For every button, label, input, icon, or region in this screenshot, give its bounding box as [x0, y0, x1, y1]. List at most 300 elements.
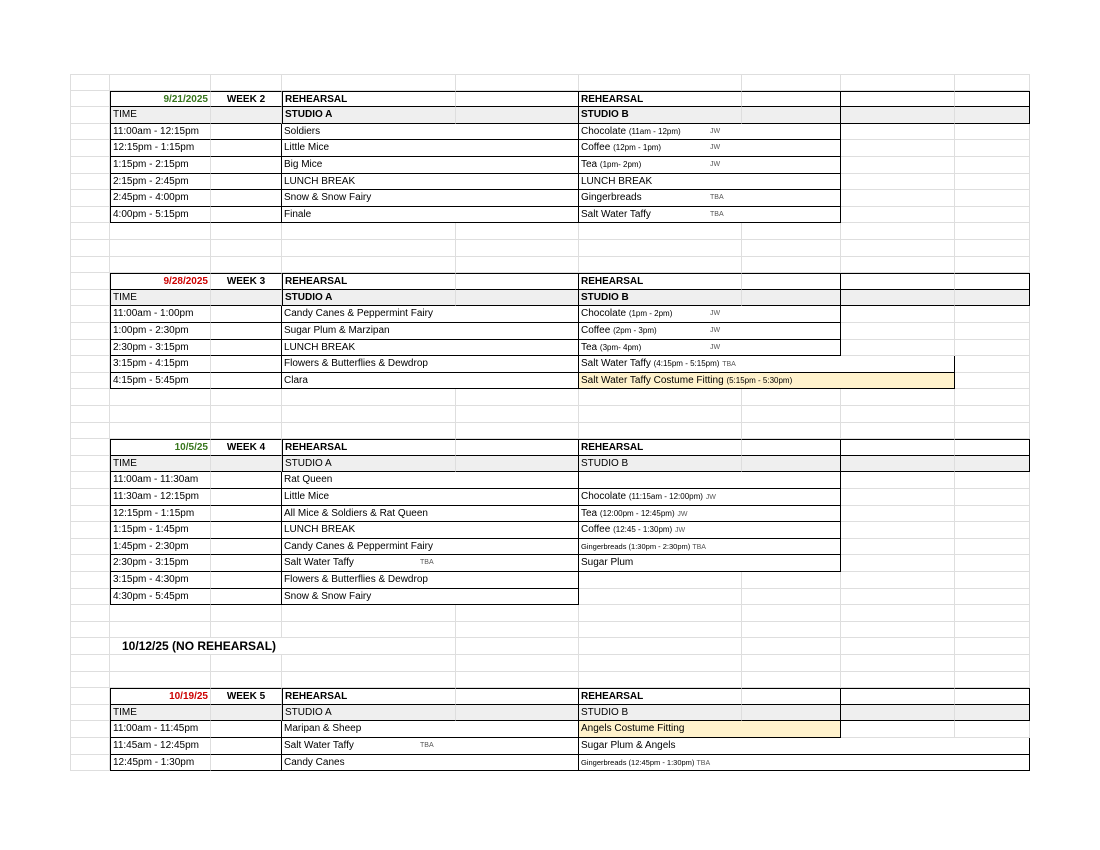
empty-cell[interactable] — [282, 605, 456, 622]
empty-cell[interactable] — [579, 605, 742, 622]
empty-cell[interactable] — [70, 672, 110, 689]
empty-cell[interactable] — [955, 190, 1030, 207]
empty-cell[interactable] — [742, 572, 841, 589]
time-slot[interactable]: 2:15pm - 2:45pm — [110, 174, 211, 191]
empty-cell[interactable] — [70, 589, 110, 606]
empty-cell[interactable] — [841, 489, 955, 506]
empty-cell[interactable] — [282, 240, 456, 257]
studio-a-group[interactable] — [282, 140, 579, 157]
studio-b-group[interactable] — [579, 356, 955, 373]
empty-cell[interactable] — [456, 638, 579, 655]
empty-cell[interactable] — [955, 174, 1030, 191]
week-date[interactable]: 10/19/25 — [110, 688, 211, 705]
empty-cell[interactable] — [841, 140, 955, 157]
empty-cell[interactable] — [841, 705, 955, 722]
empty-cell[interactable] — [70, 522, 110, 539]
empty-cell[interactable] — [211, 605, 282, 622]
studio-a-group[interactable] — [282, 539, 579, 556]
empty-cell[interactable] — [955, 688, 1030, 705]
empty-cell[interactable] — [841, 223, 955, 240]
empty-cell[interactable] — [70, 207, 110, 224]
empty-cell[interactable] — [456, 622, 579, 639]
empty-cell[interactable] — [579, 406, 742, 423]
time-header[interactable]: TIME — [110, 456, 211, 473]
empty-cell[interactable] — [110, 240, 211, 257]
studio-a-group[interactable] — [282, 190, 579, 207]
time-slot[interactable]: 12:15pm - 1:15pm — [110, 140, 211, 157]
studio-a-rehearsal-heading[interactable]: REHEARSAL — [282, 273, 456, 290]
time-slot[interactable]: 4:30pm - 5:45pm — [110, 589, 211, 606]
empty-cell[interactable] — [211, 589, 282, 606]
studio-b-header[interactable]: STUDIO B — [579, 456, 742, 473]
studio-b-group[interactable] — [579, 506, 841, 523]
studio-b-group[interactable] — [579, 738, 1030, 755]
empty-cell[interactable] — [955, 273, 1030, 290]
empty-cell[interactable] — [841, 91, 955, 108]
studio-a-header[interactable]: STUDIO A — [282, 705, 456, 722]
empty-cell[interactable] — [742, 107, 841, 124]
studio-a-group[interactable] — [282, 738, 579, 755]
week-date[interactable]: 10/5/25 — [110, 439, 211, 456]
empty-cell[interactable] — [211, 356, 282, 373]
empty-cell[interactable] — [456, 439, 579, 456]
studio-a-group[interactable] — [282, 572, 579, 589]
week-date[interactable]: 9/28/2025 — [110, 273, 211, 290]
studio-b-group[interactable] — [579, 721, 841, 738]
time-slot[interactable]: 1:00pm - 2:30pm — [110, 323, 211, 340]
empty-cell[interactable] — [70, 456, 110, 473]
empty-cell[interactable] — [282, 257, 456, 274]
empty-cell[interactable] — [841, 589, 955, 606]
studio-b-group[interactable] — [579, 340, 841, 357]
empty-cell[interactable] — [955, 506, 1030, 523]
empty-cell[interactable] — [456, 456, 579, 473]
time-slot[interactable]: 2:45pm - 4:00pm — [110, 190, 211, 207]
empty-cell[interactable] — [841, 240, 955, 257]
empty-cell[interactable] — [456, 107, 579, 124]
empty-cell[interactable] — [211, 755, 282, 772]
studio-b-group[interactable] — [579, 522, 841, 539]
empty-cell[interactable] — [70, 506, 110, 523]
time-slot[interactable]: 1:45pm - 2:30pm — [110, 539, 211, 556]
time-slot[interactable]: 11:45am - 12:45pm — [110, 738, 211, 755]
week-label[interactable]: WEEK 3 — [211, 273, 282, 290]
studio-a-group[interactable] — [282, 356, 579, 373]
empty-cell[interactable] — [841, 688, 955, 705]
time-slot[interactable]: 11:00am - 12:15pm — [110, 124, 211, 141]
studio-a-group[interactable] — [282, 157, 579, 174]
empty-cell[interactable] — [955, 406, 1030, 423]
empty-cell[interactable] — [955, 672, 1030, 689]
empty-cell[interactable] — [456, 240, 579, 257]
empty-cell[interactable] — [211, 622, 282, 639]
empty-cell[interactable] — [841, 456, 955, 473]
empty-cell[interactable] — [955, 323, 1030, 340]
empty-cell[interactable] — [110, 622, 211, 639]
empty-cell[interactable] — [841, 290, 955, 307]
empty-cell[interactable] — [841, 638, 955, 655]
empty-cell[interactable] — [742, 91, 841, 108]
empty-cell[interactable] — [841, 672, 955, 689]
empty-cell[interactable] — [742, 589, 841, 606]
empty-cell[interactable] — [211, 738, 282, 755]
studio-a-header[interactable]: STUDIO A — [282, 107, 456, 124]
empty-cell[interactable] — [841, 439, 955, 456]
empty-cell[interactable] — [579, 240, 742, 257]
time-slot[interactable]: 1:15pm - 2:15pm — [110, 157, 211, 174]
empty-cell[interactable] — [579, 622, 742, 639]
empty-cell[interactable] — [70, 107, 110, 124]
time-slot[interactable]: 11:00am - 1:00pm — [110, 306, 211, 323]
empty-cell[interactable] — [579, 589, 742, 606]
week-label[interactable]: WEEK 2 — [211, 91, 282, 108]
empty-cell[interactable] — [955, 207, 1030, 224]
empty-cell[interactable] — [841, 273, 955, 290]
studio-b-group[interactable] — [579, 373, 955, 390]
empty-cell[interactable] — [955, 290, 1030, 307]
empty-cell[interactable] — [955, 589, 1030, 606]
studio-b-group[interactable] — [579, 555, 841, 572]
time-slot[interactable]: 2:30pm - 3:15pm — [110, 340, 211, 357]
empty-cell[interactable] — [456, 423, 579, 440]
studio-a-rehearsal-heading[interactable]: REHEARSAL — [282, 688, 456, 705]
empty-cell[interactable] — [70, 190, 110, 207]
empty-cell[interactable] — [211, 373, 282, 390]
empty-cell[interactable] — [955, 539, 1030, 556]
empty-cell[interactable] — [742, 290, 841, 307]
empty-cell[interactable] — [955, 456, 1030, 473]
studio-b-group[interactable] — [579, 190, 841, 207]
empty-cell[interactable] — [841, 257, 955, 274]
empty-cell[interactable] — [579, 638, 742, 655]
studio-a-group[interactable] — [282, 472, 579, 489]
empty-cell[interactable] — [282, 223, 456, 240]
empty-cell[interactable] — [110, 605, 211, 622]
empty-cell[interactable] — [841, 406, 955, 423]
empty-cell[interactable] — [211, 506, 282, 523]
time-slot[interactable]: 11:00am - 11:30am — [110, 472, 211, 489]
empty-cell[interactable] — [70, 290, 110, 307]
empty-cell[interactable] — [70, 240, 110, 257]
studio-a-header[interactable]: STUDIO A — [282, 290, 456, 307]
empty-cell[interactable] — [211, 323, 282, 340]
empty-cell[interactable] — [456, 655, 579, 672]
empty-cell[interactable] — [70, 124, 110, 141]
empty-cell[interactable] — [742, 74, 841, 91]
empty-cell[interactable] — [955, 472, 1030, 489]
empty-cell[interactable] — [841, 74, 955, 91]
empty-cell[interactable] — [211, 522, 282, 539]
studio-a-group[interactable] — [282, 755, 579, 772]
empty-cell[interactable] — [841, 323, 955, 340]
empty-cell[interactable] — [70, 140, 110, 157]
empty-cell[interactable] — [955, 140, 1030, 157]
empty-cell[interactable] — [211, 472, 282, 489]
empty-cell[interactable] — [282, 672, 456, 689]
empty-cell[interactable] — [211, 190, 282, 207]
empty-cell[interactable] — [70, 340, 110, 357]
empty-cell[interactable] — [110, 406, 211, 423]
empty-cell[interactable] — [841, 190, 955, 207]
empty-cell[interactable] — [955, 389, 1030, 406]
empty-cell[interactable] — [742, 257, 841, 274]
empty-cell[interactable] — [110, 672, 211, 689]
empty-cell[interactable] — [70, 439, 110, 456]
empty-cell[interactable] — [456, 406, 579, 423]
studio-b-header[interactable]: STUDIO B — [579, 705, 742, 722]
empty-cell[interactable] — [742, 423, 841, 440]
studio-b-group[interactable] — [579, 306, 841, 323]
week-date[interactable]: 9/21/2025 — [110, 91, 211, 108]
time-slot[interactable]: 12:15pm - 1:15pm — [110, 506, 211, 523]
empty-cell[interactable] — [70, 174, 110, 191]
studio-b-group[interactable] — [579, 539, 841, 556]
empty-cell[interactable] — [211, 174, 282, 191]
empty-cell[interactable] — [211, 705, 282, 722]
empty-cell[interactable] — [742, 240, 841, 257]
empty-cell[interactable] — [955, 74, 1030, 91]
empty-cell[interactable] — [456, 273, 579, 290]
empty-cell[interactable] — [70, 489, 110, 506]
empty-cell[interactable] — [579, 389, 742, 406]
empty-cell[interactable] — [70, 273, 110, 290]
studio-a-group[interactable] — [282, 174, 579, 191]
empty-cell[interactable] — [742, 605, 841, 622]
empty-cell[interactable] — [955, 91, 1030, 108]
empty-cell[interactable] — [955, 622, 1030, 639]
empty-cell[interactable] — [742, 273, 841, 290]
time-slot[interactable]: 3:15pm - 4:15pm — [110, 356, 211, 373]
empty-cell[interactable] — [841, 555, 955, 572]
empty-cell[interactable] — [841, 340, 955, 357]
empty-cell[interactable] — [70, 688, 110, 705]
empty-cell[interactable] — [282, 423, 456, 440]
empty-cell[interactable] — [955, 423, 1030, 440]
empty-cell[interactable] — [211, 74, 282, 91]
empty-cell[interactable] — [742, 638, 841, 655]
empty-cell[interactable] — [211, 290, 282, 307]
studio-a-group[interactable] — [282, 373, 579, 390]
empty-cell[interactable] — [955, 240, 1030, 257]
empty-cell[interactable] — [70, 605, 110, 622]
empty-cell[interactable] — [70, 539, 110, 556]
empty-cell[interactable] — [70, 472, 110, 489]
empty-cell[interactable] — [742, 705, 841, 722]
empty-cell[interactable] — [70, 738, 110, 755]
empty-cell[interactable] — [955, 340, 1030, 357]
empty-cell[interactable] — [70, 157, 110, 174]
studio-a-group[interactable] — [282, 555, 579, 572]
empty-cell[interactable] — [70, 74, 110, 91]
empty-cell[interactable] — [841, 124, 955, 141]
studio-a-header[interactable]: STUDIO A — [282, 456, 456, 473]
empty-cell[interactable] — [70, 257, 110, 274]
empty-cell[interactable] — [282, 406, 456, 423]
empty-cell[interactable] — [841, 423, 955, 440]
empty-cell[interactable] — [70, 622, 110, 639]
studio-a-rehearsal-heading[interactable]: REHEARSAL — [282, 91, 456, 108]
empty-cell[interactable] — [70, 373, 110, 390]
empty-cell[interactable] — [70, 323, 110, 340]
time-slot[interactable]: 4:00pm - 5:15pm — [110, 207, 211, 224]
empty-cell[interactable] — [211, 207, 282, 224]
empty-cell[interactable] — [70, 306, 110, 323]
week-label[interactable]: WEEK 4 — [211, 439, 282, 456]
empty-cell[interactable] — [211, 456, 282, 473]
empty-cell[interactable] — [955, 223, 1030, 240]
empty-cell[interactable] — [579, 655, 742, 672]
empty-cell[interactable] — [742, 672, 841, 689]
empty-cell[interactable] — [841, 207, 955, 224]
studio-b-rehearsal-heading[interactable]: REHEARSAL — [579, 273, 742, 290]
empty-cell[interactable] — [211, 721, 282, 738]
empty-cell[interactable] — [456, 605, 579, 622]
empty-cell[interactable] — [955, 306, 1030, 323]
empty-cell[interactable] — [211, 572, 282, 589]
empty-cell[interactable] — [70, 406, 110, 423]
empty-cell[interactable] — [211, 489, 282, 506]
empty-cell[interactable] — [841, 655, 955, 672]
empty-cell[interactable] — [211, 539, 282, 556]
empty-cell[interactable] — [211, 124, 282, 141]
empty-cell[interactable] — [70, 755, 110, 772]
empty-cell[interactable] — [955, 356, 1030, 373]
empty-cell[interactable] — [211, 389, 282, 406]
empty-cell[interactable] — [456, 672, 579, 689]
studio-b-header[interactable]: STUDIO B — [579, 290, 742, 307]
empty-cell[interactable] — [742, 439, 841, 456]
time-slot[interactable]: 11:00am - 11:45pm — [110, 721, 211, 738]
empty-cell[interactable] — [579, 223, 742, 240]
studio-a-group[interactable] — [282, 323, 579, 340]
studio-b-group[interactable] — [579, 489, 841, 506]
studio-b-group[interactable] — [579, 124, 841, 141]
studio-b-group[interactable] — [579, 323, 841, 340]
studio-b-group[interactable] — [579, 472, 841, 489]
empty-cell[interactable] — [841, 605, 955, 622]
empty-cell[interactable] — [211, 140, 282, 157]
empty-cell[interactable] — [579, 672, 742, 689]
studio-b-rehearsal-heading[interactable]: REHEARSAL — [579, 688, 742, 705]
empty-cell[interactable] — [456, 389, 579, 406]
empty-cell[interactable] — [211, 555, 282, 572]
empty-cell[interactable] — [70, 389, 110, 406]
empty-cell[interactable] — [211, 406, 282, 423]
empty-cell[interactable] — [70, 638, 110, 655]
empty-cell[interactable] — [742, 655, 841, 672]
empty-cell[interactable] — [955, 522, 1030, 539]
time-slot[interactable]: 1:15pm - 1:45pm — [110, 522, 211, 539]
studio-a-group[interactable] — [282, 340, 579, 357]
empty-cell[interactable] — [110, 655, 211, 672]
time-header[interactable]: TIME — [110, 290, 211, 307]
empty-cell[interactable] — [211, 240, 282, 257]
empty-cell[interactable] — [282, 655, 456, 672]
studio-a-group[interactable] — [282, 306, 579, 323]
empty-cell[interactable] — [841, 539, 955, 556]
empty-cell[interactable] — [211, 672, 282, 689]
empty-cell[interactable] — [742, 389, 841, 406]
studio-a-group[interactable] — [282, 522, 579, 539]
empty-cell[interactable] — [70, 91, 110, 108]
studio-a-group[interactable] — [282, 124, 579, 141]
empty-cell[interactable] — [955, 157, 1030, 174]
no-rehearsal-note[interactable]: 10/12/25 (NO REHEARSAL) — [110, 638, 456, 655]
empty-cell[interactable] — [456, 74, 579, 91]
empty-cell[interactable] — [211, 107, 282, 124]
empty-cell[interactable] — [841, 174, 955, 191]
time-slot[interactable]: 4:15pm - 5:45pm — [110, 373, 211, 390]
empty-cell[interactable] — [110, 223, 211, 240]
week-label[interactable]: WEEK 5 — [211, 688, 282, 705]
empty-cell[interactable] — [70, 555, 110, 572]
studio-b-header[interactable]: STUDIO B — [579, 107, 742, 124]
empty-cell[interactable] — [211, 257, 282, 274]
empty-cell[interactable] — [70, 423, 110, 440]
studio-b-rehearsal-heading[interactable]: REHEARSAL — [579, 439, 742, 456]
empty-cell[interactable] — [282, 74, 456, 91]
empty-cell[interactable] — [841, 572, 955, 589]
empty-cell[interactable] — [955, 439, 1030, 456]
empty-cell[interactable] — [211, 223, 282, 240]
empty-cell[interactable] — [110, 423, 211, 440]
empty-cell[interactable] — [456, 705, 579, 722]
empty-cell[interactable] — [579, 423, 742, 440]
studio-a-rehearsal-heading[interactable]: REHEARSAL — [282, 439, 456, 456]
empty-cell[interactable] — [955, 107, 1030, 124]
empty-cell[interactable] — [110, 389, 211, 406]
empty-cell[interactable] — [456, 688, 579, 705]
time-slot[interactable]: 11:30am - 12:15pm — [110, 489, 211, 506]
empty-cell[interactable] — [841, 389, 955, 406]
empty-cell[interactable] — [456, 223, 579, 240]
time-slot[interactable]: 3:15pm - 4:30pm — [110, 572, 211, 589]
empty-cell[interactable] — [70, 356, 110, 373]
empty-cell[interactable] — [841, 721, 955, 738]
empty-cell[interactable] — [955, 257, 1030, 274]
studio-a-group[interactable] — [282, 207, 579, 224]
empty-cell[interactable] — [841, 472, 955, 489]
empty-cell[interactable] — [70, 223, 110, 240]
empty-cell[interactable] — [742, 456, 841, 473]
empty-cell[interactable] — [211, 655, 282, 672]
empty-cell[interactable] — [955, 572, 1030, 589]
empty-cell[interactable] — [456, 257, 579, 274]
studio-b-group[interactable] — [579, 174, 841, 191]
empty-cell[interactable] — [742, 406, 841, 423]
empty-cell[interactable] — [742, 622, 841, 639]
empty-cell[interactable] — [955, 705, 1030, 722]
studio-a-group[interactable] — [282, 506, 579, 523]
empty-cell[interactable] — [70, 705, 110, 722]
empty-cell[interactable] — [211, 306, 282, 323]
empty-cell[interactable] — [70, 655, 110, 672]
empty-cell[interactable] — [955, 605, 1030, 622]
empty-cell[interactable] — [841, 522, 955, 539]
time-header[interactable]: TIME — [110, 107, 211, 124]
empty-cell[interactable] — [211, 157, 282, 174]
studio-a-group[interactable] — [282, 589, 579, 606]
empty-cell[interactable] — [841, 506, 955, 523]
empty-cell[interactable] — [211, 340, 282, 357]
empty-cell[interactable] — [579, 257, 742, 274]
empty-cell[interactable] — [456, 91, 579, 108]
empty-cell[interactable] — [579, 74, 742, 91]
empty-cell[interactable] — [955, 638, 1030, 655]
studio-b-group[interactable] — [579, 140, 841, 157]
empty-cell[interactable] — [841, 306, 955, 323]
empty-cell[interactable] — [955, 721, 1030, 738]
